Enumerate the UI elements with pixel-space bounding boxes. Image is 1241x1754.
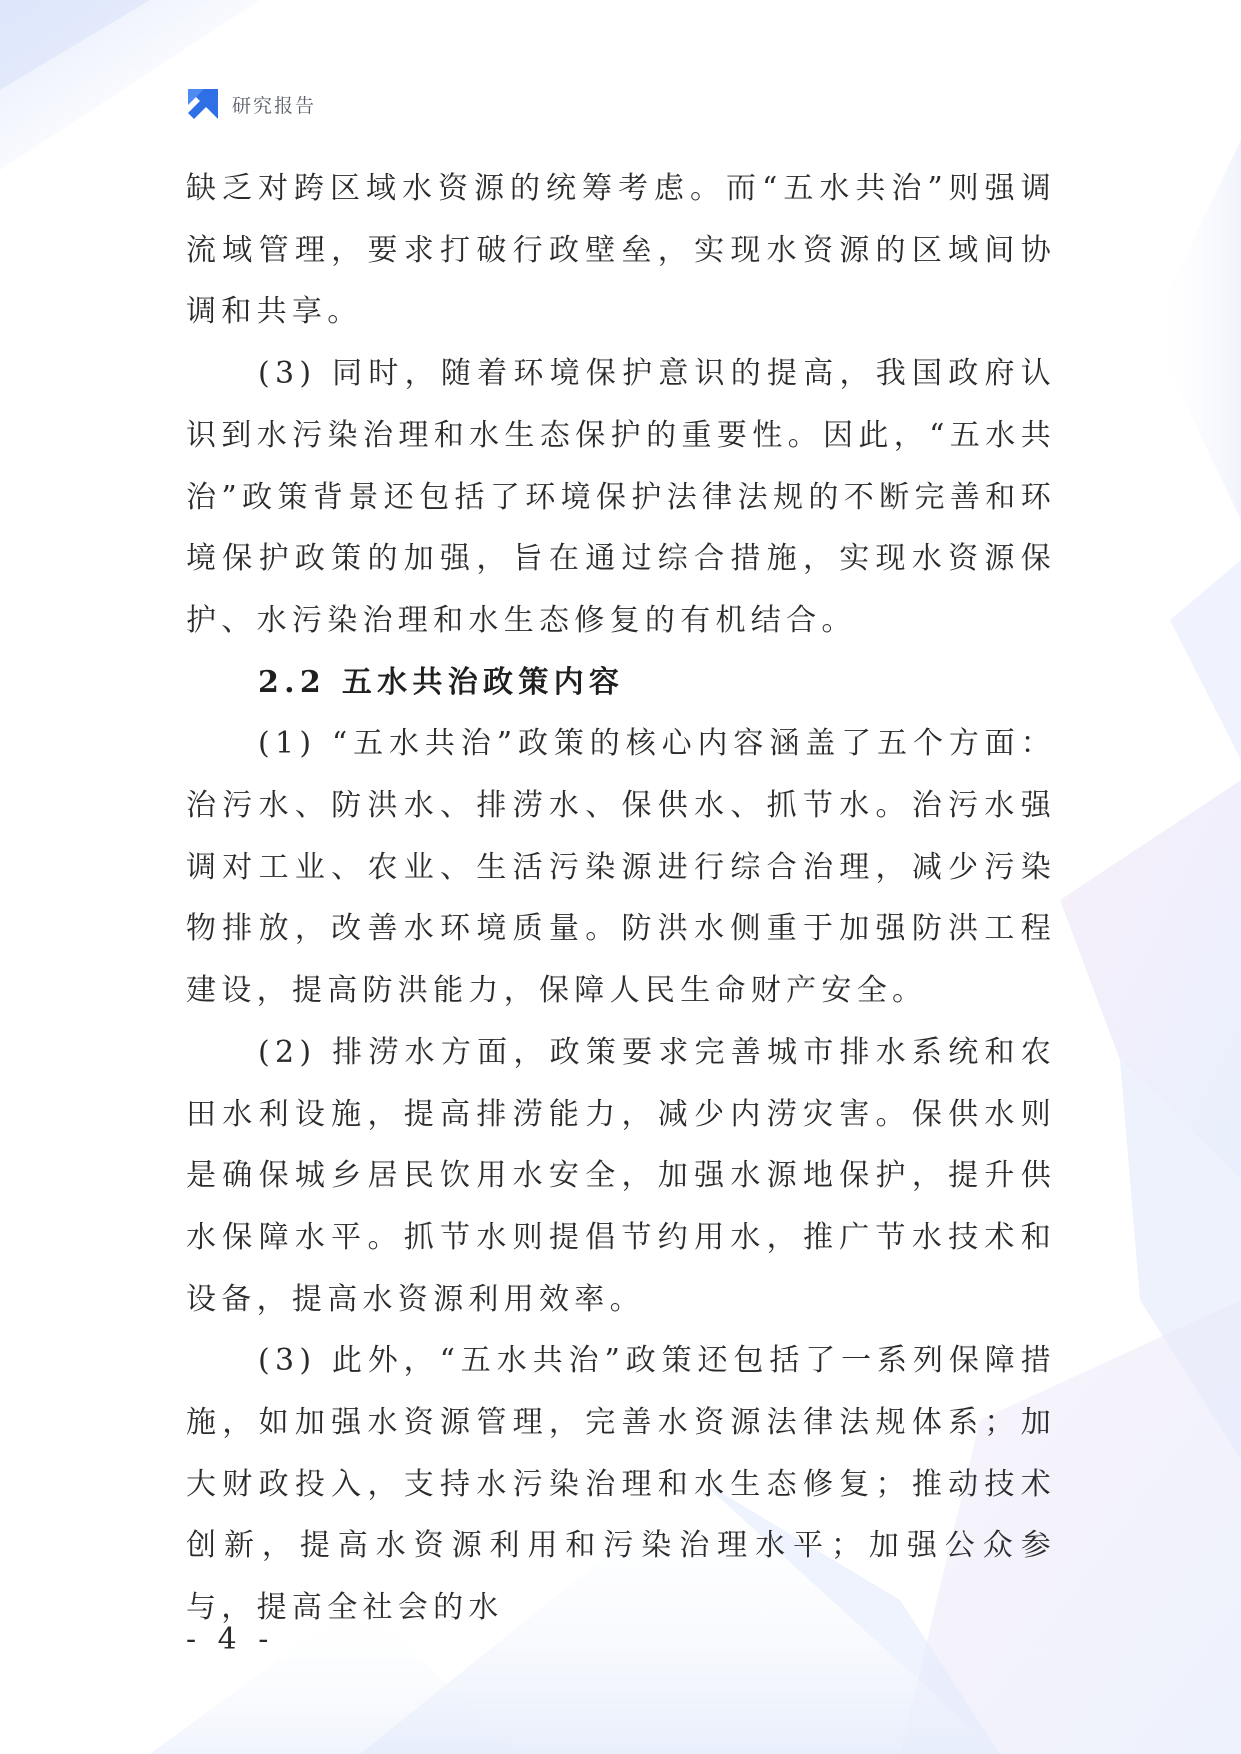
body-paragraph-content-2: (2) 排涝水方面，政策要求完善城市排水系统和农田水利设施，提高排涝能力，减少内涝灾害。保供水则是确保城乡居民饮用水安全，加强水源地保护，提升供水保障水平。抓节水则提倡节约用水，推广节水技术和设备，提高水资源利用效率。 [186, 1034, 1056, 1317]
document-body [186, 158, 1056, 1639]
page-number: - 4 - [186, 1622, 275, 1657]
body-paragraph-background-3: (3) 同时，随着环境保护意识的提高，我国政府认识到水污染治理和水生态保护的重要性。因此，“五水共治”政策背景还包括了环境保护法律法规的不断完善和环境保护政策的加强，旨在通过综合措施，实现水资源保护、水污染治理和水生态修复的有机结合。 [186, 356, 1056, 638]
arrow-up-right-logo-icon [186, 87, 220, 121]
section-heading-2-2: 2.2 五水共治政策内容 [258, 664, 625, 700]
header-title: 研究报告 [232, 94, 317, 117]
body-paragraph-content-3: (3) 此外，“五水共治”政策还包括了一系列保障措施，如加强水资源管理，完善水资源法律法规体系；加大财政投入，支持水污染治理和水生态修复；推动技术创新，提高水资源利用和污染治理水平；加强公众参与，提高全社会的水 [186, 1343, 1056, 1626]
body-paragraph-content-1: (1) “五水共治”政策的核心内容涵盖了五个方面：治污水、防洪水、排涝水、保供水、抓节水。治污水强调对工业、农业、生活污染源进行综合治理，减少污染物排放，改善水环境质量。防洪水侧重于加强防洪工程建设，提高防洪能力，保障人民生命财产安全。 [186, 726, 1056, 1009]
report-header [186, 86, 316, 122]
body-paragraph-continuation: 缺乏对跨区域水资源的统筹考虑。而“五水共治”则强调流域管理，要求打破行政壁垒，实现水资源的区域间协调和共享。 [186, 171, 1056, 330]
